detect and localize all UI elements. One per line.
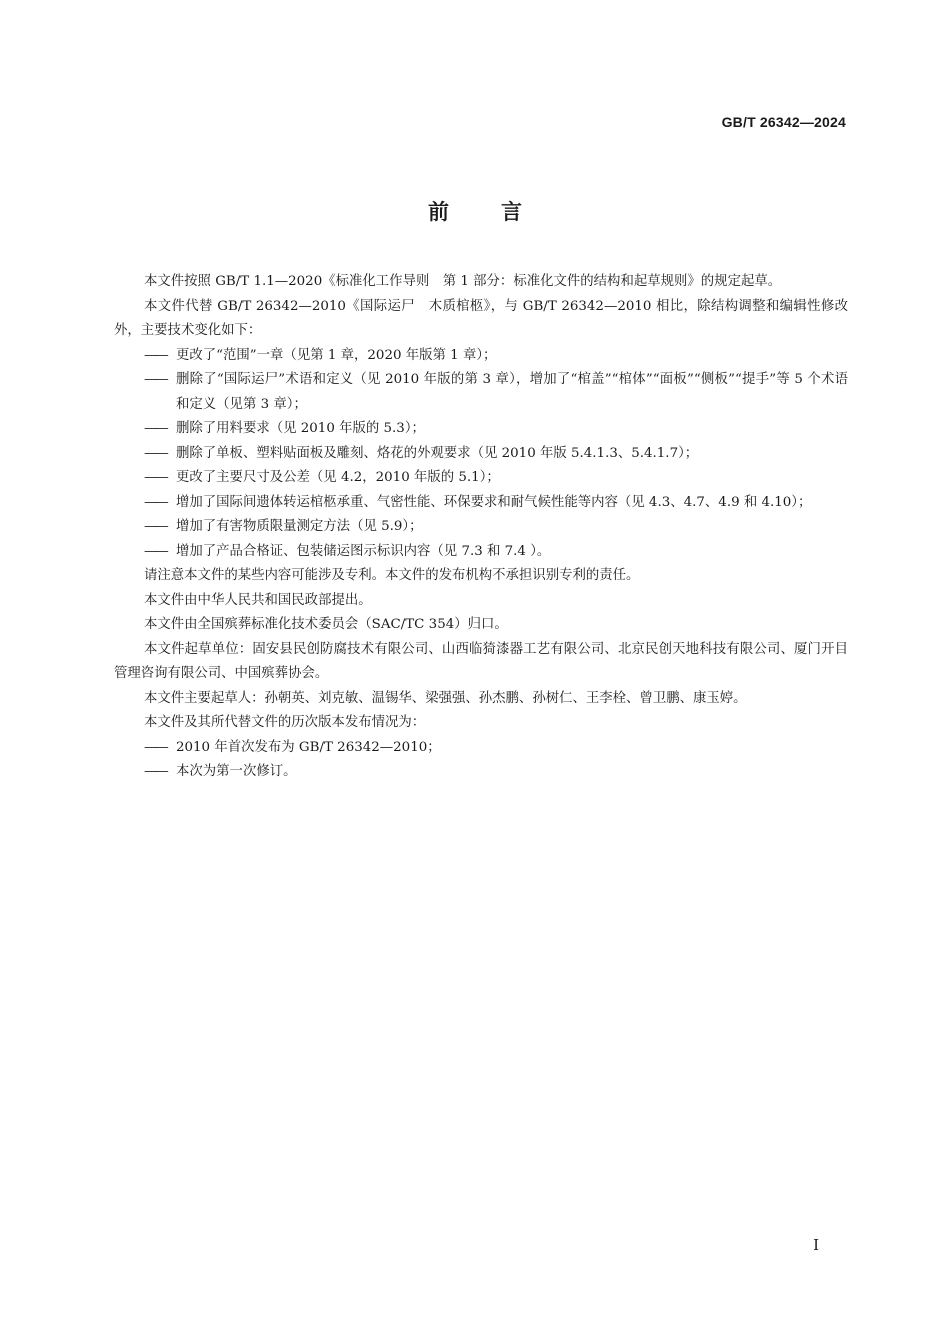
paragraph-replacement: 本文件代替 GB/T 26342—2010《国际运尸 木质棺柩》，与 GB/T 26342—2010 相比，除结构调整和编辑性修改外，主要技术变化如下： — [114, 298, 848, 338]
paragraph-drafting-rules: 本文件按照 GB/T 1.1—2020《标准化工作导则 第 1 部分：标准化文件的结构和起草规则》的规定起草。 — [144, 274, 782, 289]
paragraph-committee: 本文件由全国殡葬标准化技术委员会（SAC/TC 354）归口。 — [144, 617, 508, 632]
change-item: —— 删除了用料要求（见 2010 年版的 5.3）； — [114, 417, 848, 442]
history-item: —— 2010 年首次发布为 GB/T 26342—2010； — [114, 736, 848, 761]
change-item: —— 更改了“范围”一章（见第 1 章，2020 年版第 1 章）； — [114, 344, 848, 369]
page-number: I — [813, 1236, 819, 1254]
title-char-1: 前 — [428, 200, 449, 224]
foreword-body — [114, 270, 848, 785]
paragraph-proposer: 本文件由中华人民共和国民政部提出。 — [144, 592, 372, 608]
change-item: —— 增加了有害物质限量测定方法（见 5.9）； — [114, 515, 848, 540]
paragraph-drafting-units: 本文件起草单位：固安县民创防腐技术有限公司、山西临猗漆器工艺有限公司、北京民创天地科技有限公司、厦门开目管理咨询有限公司、中国殡葬协会。 — [114, 641, 848, 681]
page-title — [0, 196, 950, 226]
title-char-2: 言 — [501, 200, 522, 224]
paragraph-patent-notice: 请注意本文件的某些内容可能涉及专利。本文件的发布机构不承担识别专利的责任。 — [144, 568, 640, 583]
change-item: —— 增加了国际间遗体转运棺柩承重、气密性能、环保要求和耐气候性能等内容（见 4.3、4.7、4.9 和 4.10）； — [114, 491, 848, 516]
change-item: —— 删除了“国际运尸”术语和定义（见 2010 年版的第 3 章），增加了“棺盖”“棺体”“面板”“侧板”“提手”等 5 个术语和定义（见第 3 章）； — [114, 368, 848, 417]
change-item: —— 删除了单板、塑料贴面板及雕刻、烙花的外观要求（见 2010 年版 5.4.1.3、5.4.1.7）； — [114, 442, 848, 467]
paragraph-history-intro: 本文件及其所代替文件的历次版本发布情况为： — [144, 715, 426, 730]
change-item: —— 增加了产品合格证、包装储运图示标识内容（见 7.3 和 7.4 ）。 — [114, 540, 848, 565]
paragraph-drafters: 本文件主要起草人：孙朝英、刘克敏、温锡华、梁强强、孙杰鹏、孙树仁、王李栓、曾卫鹏、康玉婷。 — [144, 690, 747, 706]
history-item: —— 本次为第一次修订。 — [114, 760, 848, 785]
standard-code: GB/T 26342—2024 — [721, 114, 846, 130]
change-item: —— 更改了主要尺寸及公差（见 4.2，2010 年版的 5.1）； — [114, 466, 848, 491]
